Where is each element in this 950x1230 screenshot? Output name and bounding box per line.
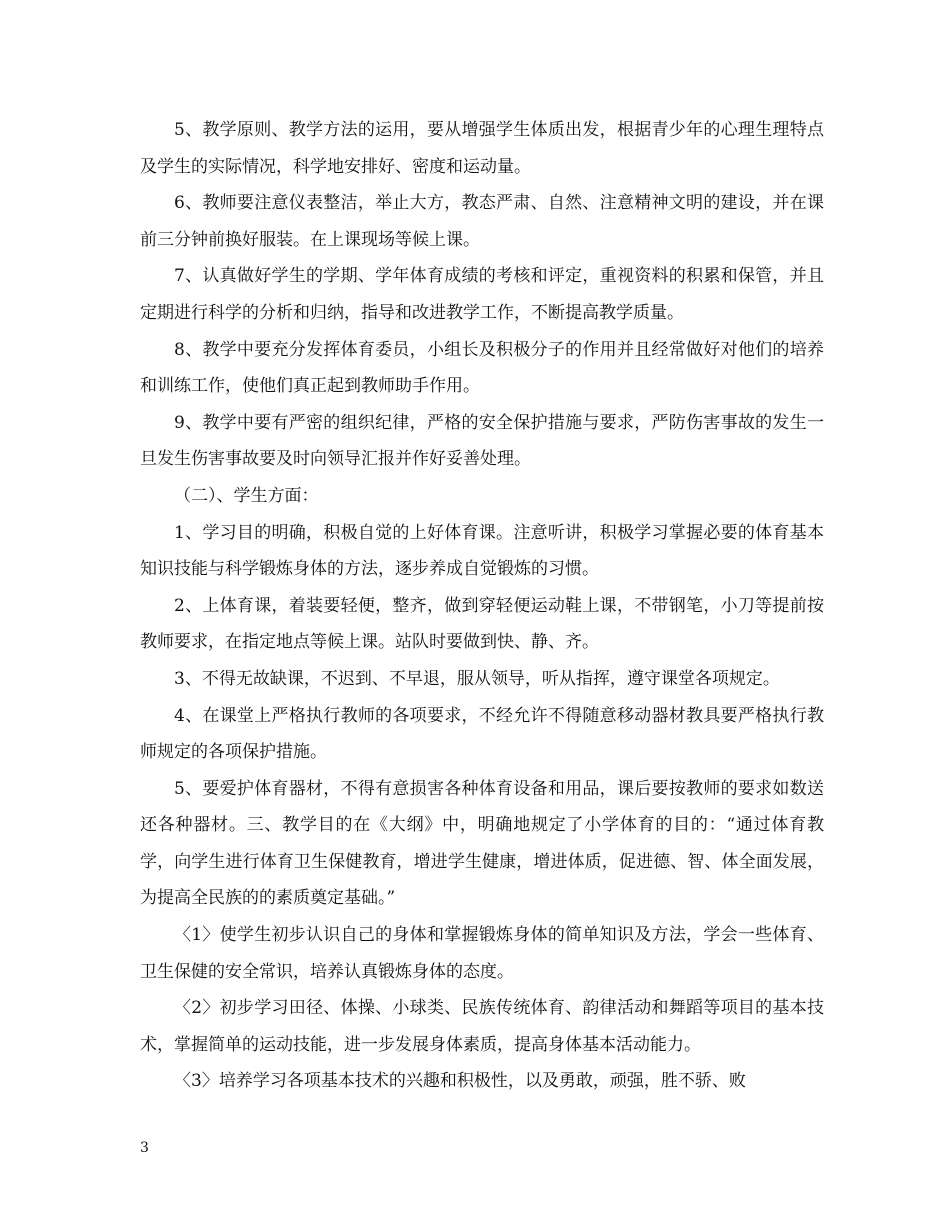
page-number: 3 <box>140 1140 149 1156</box>
paragraph-goal-1: 〈1〉使学生初步认识自己的身体和掌握锻炼身体的简单知识及方法，学会一些体育、卫生保健的安全常识，培养认真锻炼身体的态度。 <box>140 925 824 982</box>
paragraph-goal-2: 〈2〉初步学习田径、体操、小球类、民族传统体育、韵律活动和舞蹈等项目的基本技术，掌握简单的运动技能，进一步发展身体素质，提高身体基本活动能力。 <box>140 998 824 1055</box>
paragraph-student-4: 4、在课堂上严格执行教师的各项要求，不经允许不得随意移动器材教具要严格执行教师规定的各项保护措施。 <box>140 705 824 763</box>
paragraph-teacher-8: 8、教学中要充分发挥体育委员，小组长及积极分子的作用并且经常做好对他们的培养和训练工作，使他们真正起到教师助手作用。 <box>140 339 824 397</box>
paragraph-student-5: 5、要爱护体育器材，不得有意损害各种体育设备和用品，课后要按教师的要求如数送还各种器材。三、教学目的在《大纲》中，明确地规定了小学体育的目的：“通过体育教学，向学生进行体育卫生保健教育，增进学生健康，增进体质，促进德、智、体全面发展，为提高全民族的的素质奠定基础。” <box>140 778 824 909</box>
paragraph-goal-3: 〈3〉培养学习各项基本技术的兴趣和积极性，以及勇敢，顽强，胜不骄、败 <box>174 1071 746 1092</box>
paragraph-teacher-5: 5、教学原则、教学方法的运用，要从增强学生体质出发，根据青少年的心理生理特点及学生的实际情况，科学地安排好、密度和运动量。 <box>140 120 824 177</box>
paragraph-student-2: 2、上体育课，着装要轻便，整齐，做到穿轻便运动鞋上课，不带钢笔，小刀等提前按教师要求，在指定地点等候上课。站队时要做到快、静、齐。 <box>140 595 824 653</box>
paragraph-student-3: 3、不得无故缺课，不迟到、不早退，服从领导，听从指挥，遵守课堂各项规定。 <box>174 668 780 689</box>
body-text <box>140 112 824 1100</box>
paragraph-teacher-9: 9、教学中要有严密的组织纪律，严格的安全保护措施与要求，严防伤害事故的发生一旦发生伤害事故要及时向领导汇报并作好妥善处理。 <box>140 412 824 470</box>
section-heading-students: （二）、学生方面： <box>174 485 319 506</box>
paragraph-teacher-6: 6、教师要注意仪表整洁，举止大方，教态严肃、自然、注意精神文明的建设，并在课前三分钟前换好服装。在上课现场等候上课。 <box>140 193 824 250</box>
paragraph-student-1: 1、学习目的明确，积极自觉的上好体育课。注意听讲，积极学习掌握必要的体育基本知识技能与科学锻炼身体的方法，逐步养成自觉锻炼的习惯。 <box>140 522 824 580</box>
paragraph-teacher-7: 7、认真做好学生的学期、学年体育成绩的考核和评定，重视资料的积累和保管，并且定期进行科学的分析和归纳，指导和改进教学工作，不断提高教学质量。 <box>140 266 824 323</box>
